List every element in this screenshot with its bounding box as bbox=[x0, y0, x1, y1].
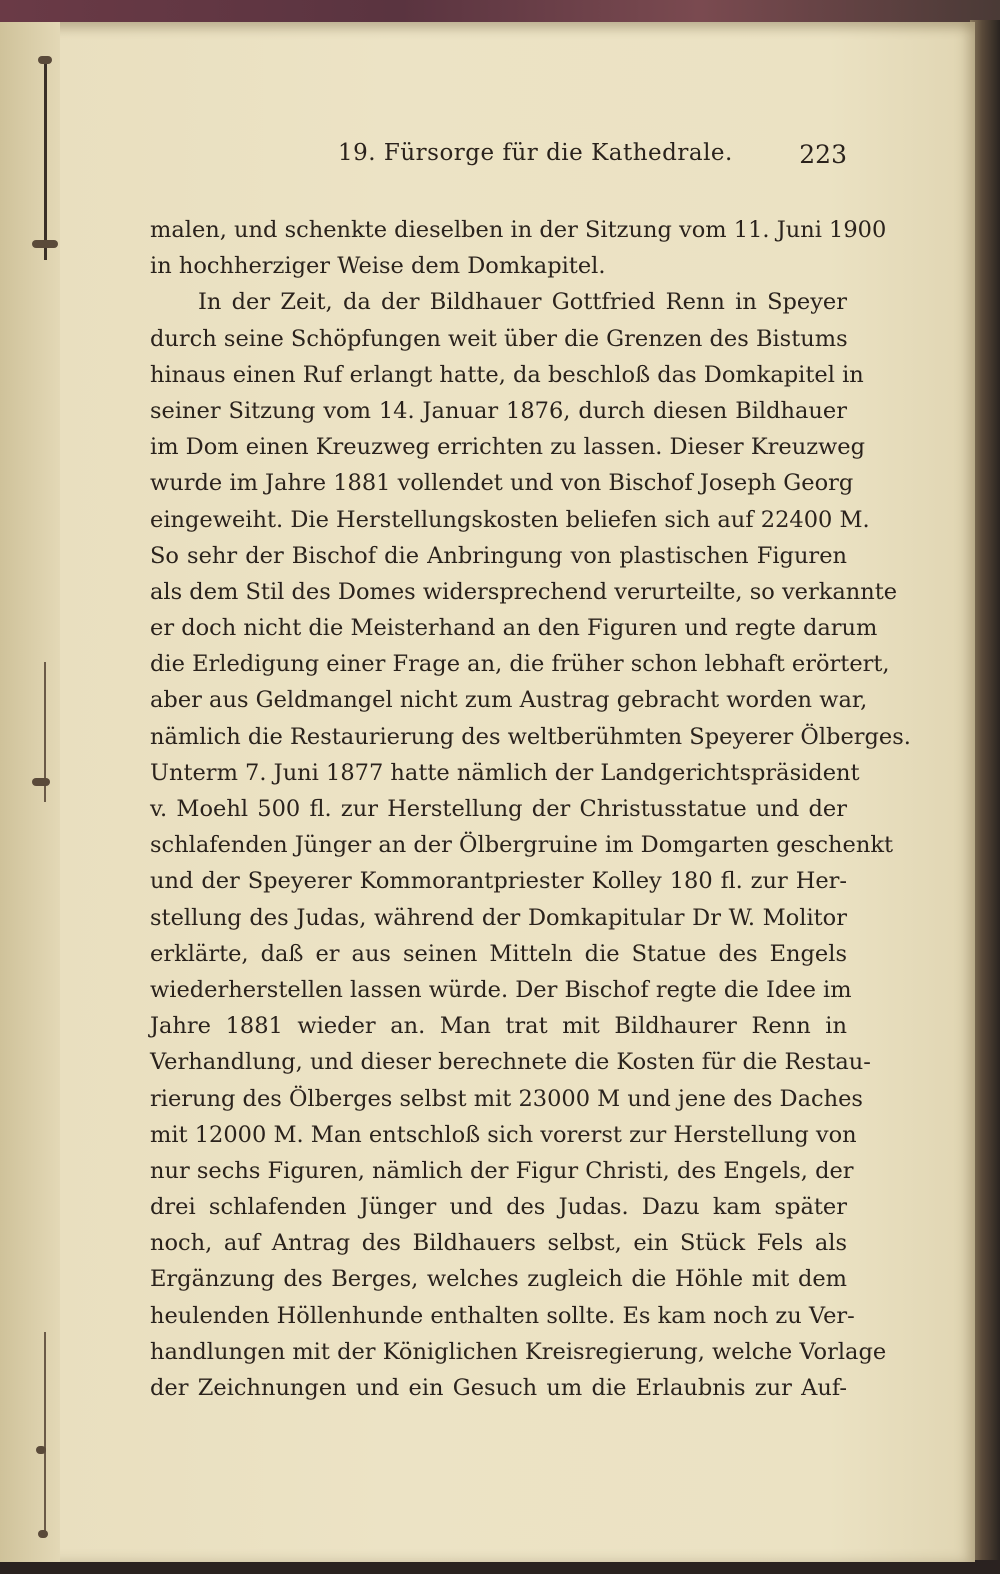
text-line: Verhandlung, und dieser berechnete die Kosten für die Restau- bbox=[150, 1049, 871, 1076]
text-line: nur sechs Figuren, nämlich der Figur Christi, des Engels, der bbox=[150, 1157, 854, 1184]
text-line: So sehr der Bischof die Anbringung von plastischen Figuren bbox=[150, 542, 847, 569]
binding-knot bbox=[32, 240, 58, 248]
binding-thread bbox=[44, 60, 47, 260]
binding-knot bbox=[36, 1446, 46, 1454]
binding-gutter bbox=[0, 22, 60, 1562]
binding-knot bbox=[38, 1530, 48, 1538]
text-line: im Dom einen Kreuzweg errichten zu lassen. Dieser Kreuzweg bbox=[150, 434, 866, 461]
text-line: Jahre 1881 wieder an. Man trat mit Bildhaurer Renn in bbox=[150, 1013, 847, 1040]
text-line: heulenden Höllenhunde enthalten sollte. Es kam noch zu Ver- bbox=[150, 1302, 855, 1329]
text-line: er doch nicht die Meisterhand an den Figuren und regte darum bbox=[150, 615, 878, 642]
text-line: In der Zeit, da der Bildhauer Gottfried Renn in Speyer bbox=[198, 289, 847, 316]
text-line: seiner Sitzung vom 14. Januar 1876, durch diesen Bildhauer bbox=[150, 397, 847, 424]
text-line: als dem Stil des Domes widersprechend verurteilte, so verkannte bbox=[150, 578, 898, 605]
text-line: Unterm 7. Juni 1877 hatte nämlich der Landgerichtspräsident bbox=[150, 759, 860, 786]
text-line: v. Moehl 500 fl. zur Herstellung der Christusstatue und der bbox=[150, 796, 847, 822]
text-line: wiederherstellen lassen würde. Der Bischof regte die Idee im bbox=[150, 976, 852, 1003]
text-line: und der Speyerer Kommorantpriester Kolley 180 fl. zur Her- bbox=[150, 868, 847, 895]
binding-knot bbox=[32, 778, 50, 786]
binding-knot bbox=[38, 56, 52, 64]
text-line: durch seine Schöpfungen weit über die Grenzen des Bistums bbox=[150, 325, 848, 352]
text-line: der Zeichnungen und ein Gesuch um die Erlaubnis zur Auf- bbox=[150, 1375, 847, 1401]
text-line: hinaus einen Ruf erlangt hatte, da beschloß das Domkapitel in bbox=[150, 361, 864, 388]
page-number: 223 bbox=[799, 140, 847, 169]
text-line: in hochherziger Weise dem Domkapitel. bbox=[150, 253, 606, 280]
text-line: noch, auf Antrag des Bildhauers selbst, ein Stück Fels als bbox=[150, 1230, 847, 1257]
text-line: schlafenden Jünger an der Ölbergruine im Domgarten geschenkt bbox=[150, 832, 893, 859]
binding-thread bbox=[44, 1332, 46, 1532]
text-line: malen, und schenkte dieselben in der Sitzung vom 11. Juni 1900 bbox=[150, 217, 887, 243]
text-line: handlungen mit der Königlichen Kreisregierung, welche Vorlage bbox=[150, 1338, 887, 1365]
chapter-heading: 19. Fürsorge für die Kathedrale. bbox=[338, 140, 733, 166]
text-line: drei schlafenden Jünger und des Judas. Dazu kam später bbox=[150, 1194, 847, 1221]
text-line: eingeweiht. Die Herstellungskosten beliefen sich auf 22400 M. bbox=[150, 506, 870, 533]
body-text bbox=[150, 212, 911, 1406]
text-line: die Erledigung einer Frage an, die früher schon lebhaft erörtert, bbox=[150, 651, 890, 678]
running-head bbox=[150, 140, 847, 176]
text-line: mit 12000 M. Man entschloß sich vorerst zur Herstellung von bbox=[150, 1121, 857, 1148]
text-line: rierung des Ölberges selbst mit 23000 M und jene des Daches bbox=[150, 1085, 863, 1112]
text-line: erklärte, daß er aus seinen Mitteln die Statue des Engels bbox=[150, 940, 847, 967]
text-line: Ergänzung des Berges, welches zugleich die Höhle mit dem bbox=[150, 1266, 847, 1293]
book-cover-bottom bbox=[0, 1560, 1000, 1574]
text-line: nämlich die Restaurierung des weltberühmten Speyerer Ölberges. bbox=[150, 723, 911, 750]
text-line: stellung des Judas, während der Domkapitular Dr W. Molitor bbox=[150, 904, 847, 931]
text-line: wurde im Jahre 1881 vollendet und von Bischof Joseph Georg bbox=[150, 470, 854, 497]
text-line: aber aus Geldmangel nicht zum Austrag gebracht worden war, bbox=[150, 687, 868, 714]
